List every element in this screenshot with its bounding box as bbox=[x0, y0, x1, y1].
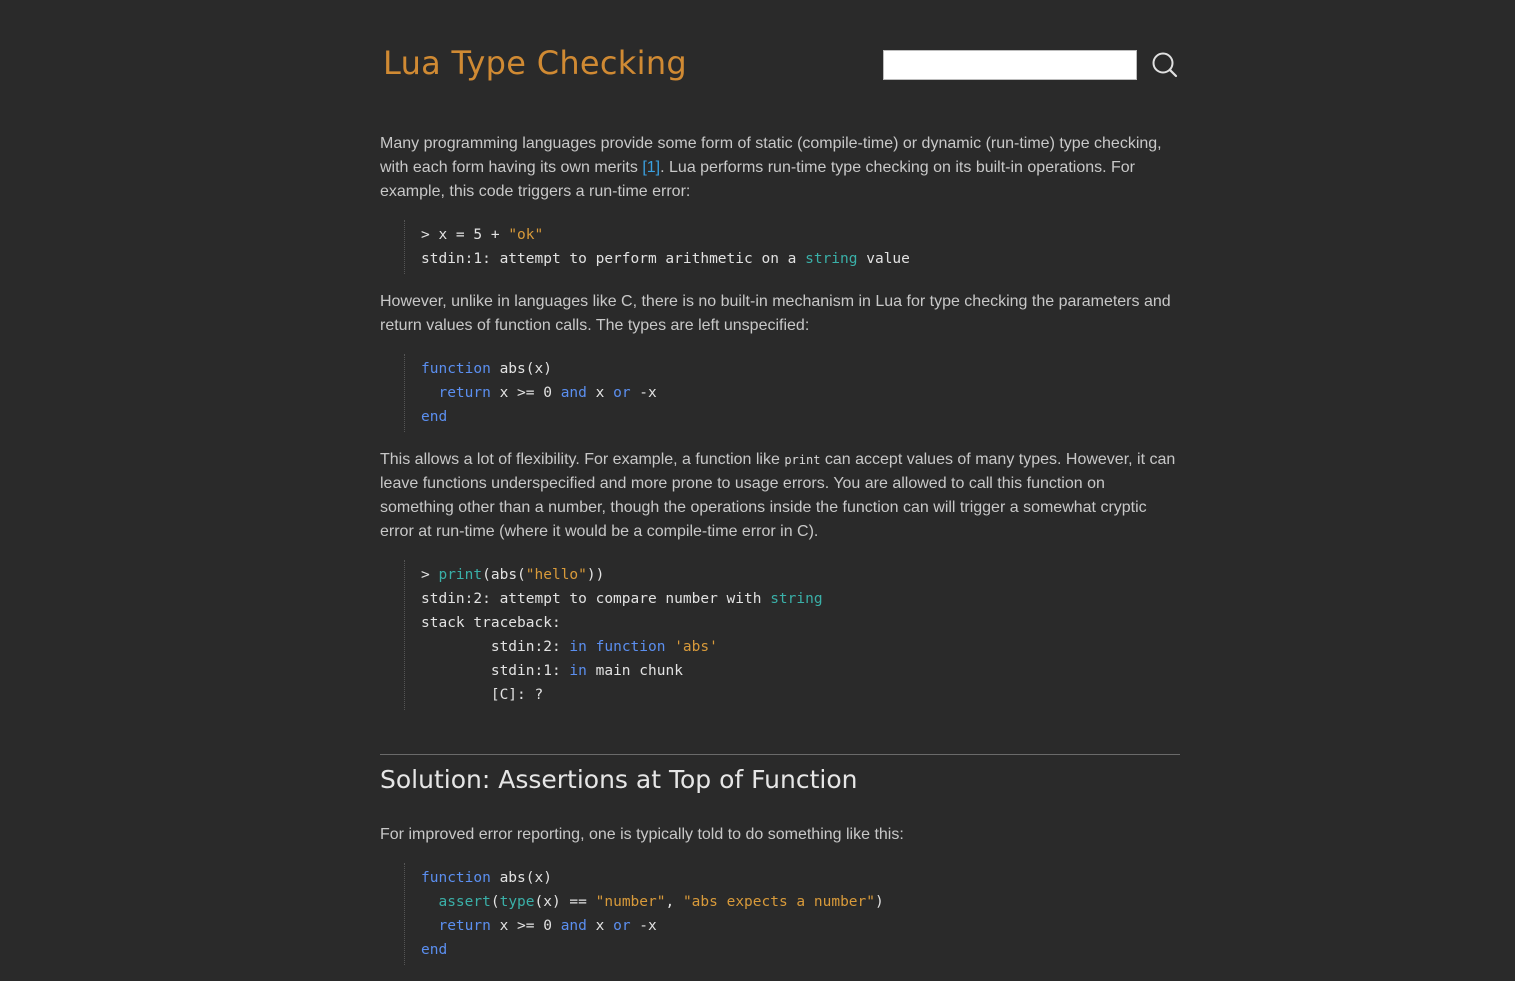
section-divider bbox=[380, 754, 1180, 755]
code-block-runtime-error: > x = 5 + "ok" stdin:1: attempt to perform arithmetic on a string value bbox=[404, 220, 1180, 274]
intro-paragraph: Many programming languages provide some form of static (compile-time) or dynamic (run-time) type checking, with each form having its own merits [1]. Lua performs run-time type checking on its built-in operations. For example, this code triggers a run-time error: bbox=[380, 135, 1162, 200]
code-block-assert-abs: function abs(x) assert(type(x) == "number", "abs expects a number") return x >= 0 and x or -x end bbox=[404, 863, 1180, 965]
unspecified-types-paragraph: However, unlike in languages like C, there is no built-in mechanism in Lua for type checking the parameters and return values of function calls. The types are left unspecified: bbox=[380, 293, 1171, 334]
page-title: Lua Type Checking bbox=[383, 44, 688, 82]
code-block-stack-traceback: > print(abs("hello")) stdin:2: attempt to compare number with string stack traceback: stdin:2: in function 'abs' stdin:1: in main chunk [C]: ? bbox=[404, 560, 1180, 710]
search-button[interactable] bbox=[1151, 50, 1179, 80]
header bbox=[380, 0, 1180, 120]
flexibility-paragraph: This allows a lot of flexibility. For example, a function like print can accept values of many types. However, it can leave functions underspecified and more prone to usage errors. You are allowed to call this function on something other than a number, though the operations inside the function can will trigger a somewhat cryptic error at run-time (where it would be a compile-time error in C). bbox=[380, 451, 1176, 540]
assertion-paragraph: For improved error reporting, one is typically told to do something like this: bbox=[380, 826, 904, 843]
search-icon bbox=[1151, 50, 1179, 80]
code-block-abs-function: function abs(x) return x >= 0 and x or -x end bbox=[404, 354, 1180, 432]
search-input[interactable] bbox=[883, 50, 1137, 80]
inline-code-print: print bbox=[784, 453, 821, 467]
reference-link[interactable]: [1] bbox=[642, 159, 661, 176]
page bbox=[380, 0, 1180, 958]
article-body bbox=[380, 132, 1180, 981]
section-heading: Solution: Assertions at Top of Function bbox=[380, 765, 858, 794]
